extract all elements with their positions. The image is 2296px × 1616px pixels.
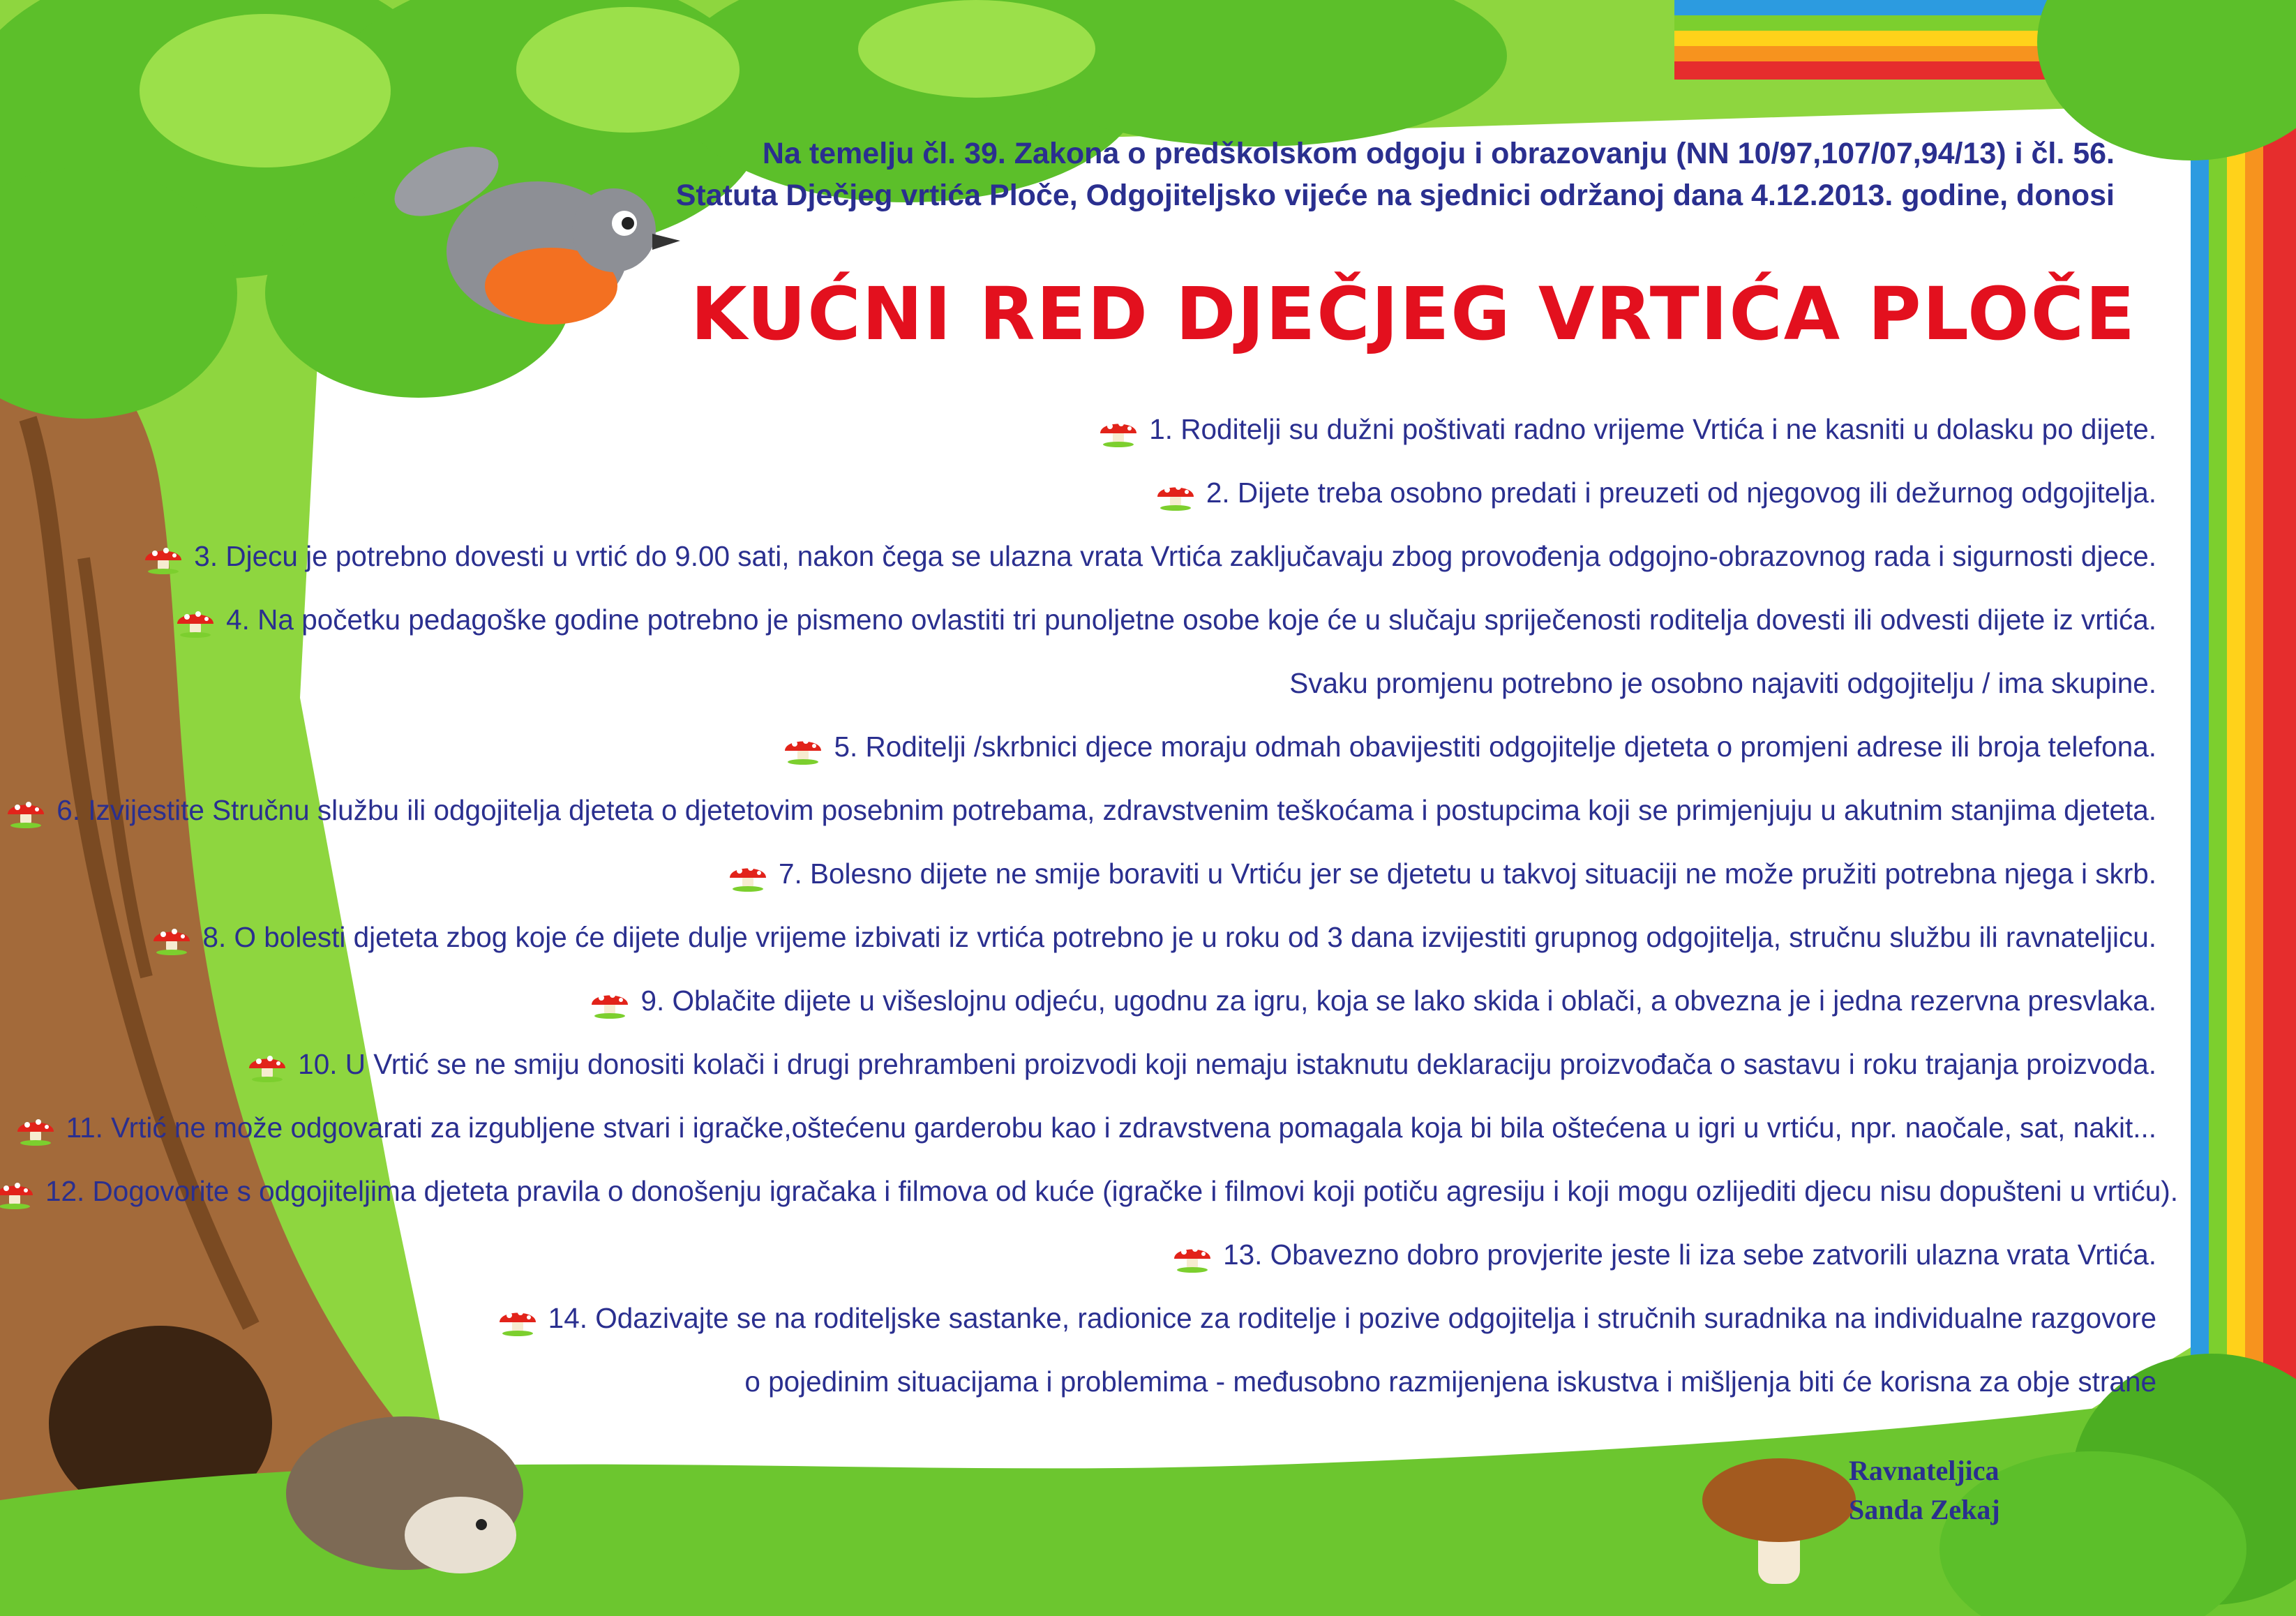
signature-role: Ravnateljica — [1849, 1455, 1999, 1486]
intro-line-1: Na temelju čl. 39. Zakona o predškolskom odgoju i obrazovanju (NN 10/97,107/07,94/13) i čl. 56. — [762, 137, 2115, 170]
rule-item — [0, 1287, 2156, 1350]
rule-item — [0, 652, 2156, 715]
signature-block — [1849, 1451, 2000, 1529]
rule-item — [0, 461, 2156, 525]
mushroom-icon — [142, 542, 184, 574]
mushroom-icon — [174, 606, 216, 638]
rule-text: Svaku promjenu potrebno je osobno najaviti odgojitelju / ima skupine. — [1289, 667, 2156, 699]
mushroom-icon — [246, 1050, 288, 1082]
rule-text: 2. Dijete treba osobno predati i preuzeti od njegovog ili dežurnog odgojitelja. — [1206, 477, 2156, 509]
rule-item — [0, 1033, 2156, 1096]
page-title: KUĆNI RED DJEČJEG VRTIĆA PLOČE — [691, 271, 2136, 357]
rule-item — [0, 906, 2156, 969]
rule-item — [0, 842, 2156, 906]
mushroom-icon — [1171, 1241, 1213, 1273]
mushroom-icon — [727, 860, 769, 892]
signature-name: Sanda Zekaj — [1849, 1494, 2000, 1525]
rule-item — [0, 398, 2156, 461]
rule-text: 6. Izvijestite Stručnu službu ili odgojitelja djeteta o djetetovim posebnim potrebama, zdravstvenim teškoćama i postupcima koji se primjenjuju u akutnim stanjima djeteta. — [57, 794, 2156, 826]
rule-item — [0, 1350, 2156, 1414]
mushroom-icon — [497, 1304, 539, 1336]
rule-text: 8. O bolesti djeteta zbog koje će dijete dulje vrijeme izbivati iz vrtića potrebno je u roku od 3 dana izvijestiti grupnog odgojitelja, stručnu službu ili ravnateljicu. — [202, 921, 2156, 953]
mushroom-icon — [589, 987, 631, 1019]
rule-text: o pojedinim situacijama i problemima - međusobno razmijenjena iskustva i mišljenja biti će korisna za obje strane — [744, 1366, 2156, 1398]
rule-item — [0, 525, 2156, 588]
rule-text: 11. Vrtić ne može odgovarati za izgubljene stvari i igračke,oštećenu garderobu kao i zdravstvena pomagala koja bi bila oštećena u igri u vrtiću, npr. naočale, sat, nakit... — [66, 1112, 2156, 1144]
mushroom-icon — [1155, 479, 1196, 511]
rule-text: 9. Oblačite dijete u višeslojnu odjeću, ugodnu za igru, koja se lako skida i oblači, a obvezna je i jedna rezervna presvlaka. — [640, 985, 2156, 1017]
rules-list — [0, 398, 2179, 1414]
rule-item — [0, 1096, 2156, 1160]
rule-text: 4. Na početku pedagoške godine potrebno je pismeno ovlastiti tri punoljetne osobe koje će u slučaju spriječenosti roditelja dovesti ili odvesti dijete iz vrtića. — [226, 604, 2156, 636]
rule-item — [0, 779, 2156, 842]
rule-item — [0, 1223, 2156, 1287]
rule-text: 3. Djecu je potrebno dovesti u vrtić do 9.00 sati, nakon čega se ulazna vrata Vrtića zaključavaju zbog provođenja odgojno-obrazovnog rada i sigurnosti djece. — [194, 540, 2156, 572]
rule-text: 5. Roditelji /skrbnici djece moraju odmah obavijestiti odgojitelje djeteta o promjeni adrese ili broja telefona. — [834, 731, 2156, 763]
mushroom-icon — [15, 1114, 57, 1146]
rule-text: 10. U Vrtić se ne smiju donositi kolači i drugi prehrambeni proizvodi koji nemaju istaknutu deklaraciju proizvođača o sastavu i roku trajanja proizvoda. — [298, 1048, 2156, 1080]
rule-item — [0, 588, 2156, 652]
rule-text: 13. Obavezno dobro provjerite jeste li iza sebe zatvorili ulazna vrata Vrtića. — [1223, 1239, 2156, 1271]
rule-item — [0, 1160, 2179, 1223]
rule-text: 7. Bolesno dijete ne smije boraviti u Vrtiću jer se djetetu u takvoj situaciji ne može pružiti potrebna njega i skrb. — [778, 858, 2156, 890]
rule-text: 14. Odazivajte se na roditeljske sastanke, radionice za roditelje i pozive odgojitelja i stručnih suradnika na individualne razgovore — [548, 1302, 2156, 1334]
mushroom-icon — [1097, 415, 1139, 447]
rule-item — [0, 969, 2156, 1033]
rule-item — [0, 715, 2156, 779]
mushroom-icon — [0, 1177, 36, 1209]
rule-text: 12. Dogovorite s odgojiteljima djeteta pravila o donošenju igračaka i filmova od kuće (igračke i filmovi koji potiču agresiju i koji mogu ozlijediti djecu nisu dopušteni u vrtiću). — [45, 1175, 2179, 1207]
intro-line-2: Statuta Dječjeg vrtića Ploče, Odgojiteljsko vijeće na sjednici održanoj dana 4.12.2013. godine, donosi — [675, 179, 2115, 212]
intro-text — [580, 133, 2115, 216]
mushroom-icon — [782, 733, 824, 765]
mushroom-icon — [151, 923, 193, 955]
rule-text: 1. Roditelji su dužni poštivati radno vrijeme Vrtića i ne kasniti u dolasku po dijete. — [1149, 413, 2156, 445]
mushroom-icon — [5, 796, 47, 828]
